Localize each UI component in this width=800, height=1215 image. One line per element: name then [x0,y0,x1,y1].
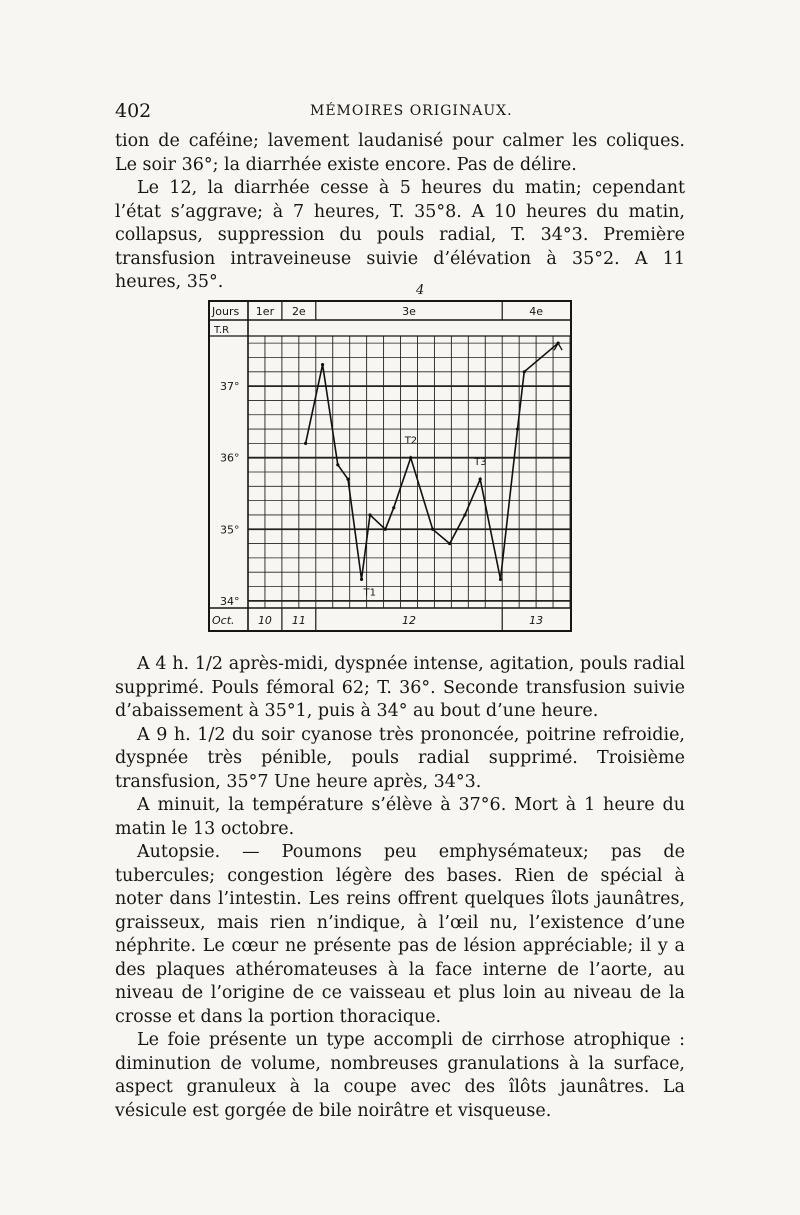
paragraph: A 9 h. 1/2 du soir cyanose très prononcée, poitrine refroidie, dyspnée très pénible, pouls radial supprimé. Troisième transfusion, 35°7 Une heure après, 34°3. [115,724,685,792]
data-point [336,463,339,466]
paragraph: Le 12, la diarrhée cesse à 5 heures du matin; cependant l’état s’aggrave; à 7 heures, T. 35°8. A 10 heures du matin, collapsus, suppression du pouls radial, T. 34°3. Première transfusion intraveineuse suivie d’élévation à 35°2. A 11 heures, 35°. [115,178,685,292]
paragraph: A 4 h. 1/2 après-midi, dyspnée intense, agitation, pouls radial supprimé. Pouls fémoral 62; T. 36°. Seconde transfusion suivie d’abaissement à 35°1, puis à 34° au bout d’une heure. [115,654,685,721]
transfusion-label: T3 [474,457,487,469]
data-point [409,456,412,459]
paragraph: A minuit, la température s’élève à 37°6. Mort à 1 heure du matin le 13 octobre. [115,795,685,839]
data-point [523,370,526,373]
day-header: 1er [255,305,275,318]
row-label-tr: T.R [214,325,230,336]
date-label: 12 [402,614,416,627]
day-header: 2e [291,305,306,318]
chart-frame [209,301,571,631]
arrow-icon [554,343,562,350]
data-point [392,506,395,509]
text-block-top [115,130,685,295]
data-point [448,542,451,545]
y-tick-label: 37° [220,380,240,394]
temperature-chart [208,300,580,640]
row-label-oct: Oct. [212,614,235,627]
date-label: 13 [529,614,544,627]
day-header: 4e [529,305,543,318]
data-point [463,513,466,516]
figure-mark: 4 [416,283,425,298]
y-tick-label: 36° [220,451,240,465]
row-label-jours: Jours [212,305,240,318]
data-point [431,528,434,531]
day-header: 3e [402,305,416,318]
data-point [479,478,482,481]
data-point [360,578,363,581]
transfusion-label: T2 [404,435,418,447]
data-point [384,528,387,531]
data-point [516,427,519,430]
transfusion-label: T1 [363,587,377,599]
date-label: 10 [257,614,272,627]
running-title: MÉMOIRES ORIGINAUX. [310,103,513,119]
data-point [499,578,502,581]
page-number: 402 [115,100,152,122]
text-block-bottom [115,653,685,1123]
y-tick-label: 35° [220,523,240,537]
y-tick-label: 34° [220,594,240,608]
data-point [346,478,349,481]
paragraph: tion de caféine; lavement laudanisé pour calmer les coliques. Le soir 36°; la diarrhée existe encore. Pas de délire. [115,131,685,175]
data-point [304,442,307,445]
paragraph: Le foie présente un type accompli de cirrhose atrophique : diminution de volume, nombreuses granulations à la surface, aspect granuleux à la coupe avec des îlôts jaunâtres. La vésicule est gorgée de bile noirâtre et visqueuse. [115,1030,685,1121]
page-header [115,100,685,126]
data-point [321,363,324,366]
data-point [368,513,371,516]
date-label: 11 [291,614,306,627]
paragraph: Autopsie. — Poumons peu emphysémateux; pas de tubercules; congestion légère des bases. Rien de spécial à noter dans l’intestin. Les reins offrent quelques îlots jaunâtres, graisseux, mais rien n’indique, à l’œil nu, l’existence d’une néphrite. Le cœur ne présente pas de lésion appréciable; il y a des plaques athéromateuses à la face interne de l’aorte, au niveau de l’origine de ce vaisseau et plus loin au niveau de la crosse et dans la portion thoracique. [115,842,685,1027]
